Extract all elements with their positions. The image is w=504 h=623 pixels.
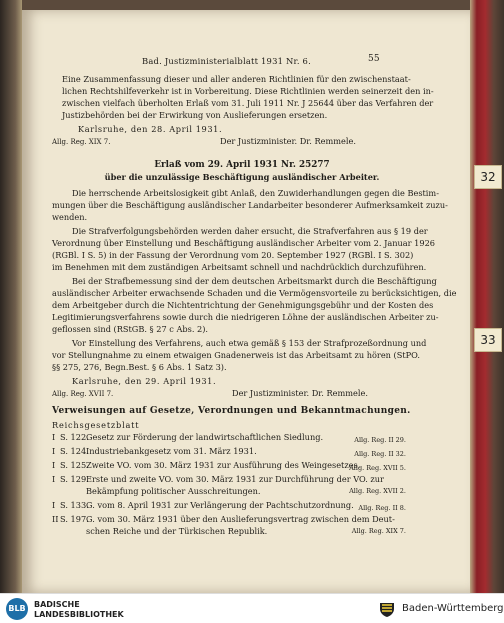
reference-reg: Allg. Reg. II 8. [358, 504, 406, 512]
reference-part: II [52, 514, 59, 524]
decree-line: Bei der Strafbemessung sind der dem deutschen Arbeitsmarkt durch die Beschäftigung [72, 276, 437, 286]
reference-text: Industriebankgesetz vom 31. März 1931. [86, 446, 257, 456]
decree-place-date: Karlsruhe, den 29. April 1931. [72, 376, 217, 386]
decree-line: Legitimierungsverfahrens sowie durch die niedrigeren Löhne der ausländischen Arbeiter zu- [52, 312, 439, 322]
index-tab: 33 [474, 328, 502, 352]
reference-reg: Allg. Reg. XVII 2. [349, 487, 406, 495]
blb-logo: BLB [6, 598, 28, 620]
decree-line: ausländischer Arbeiter erwachsende Schaden und die Vermögensvorteile zu berücksichtigen, die [52, 288, 457, 298]
reference-page: S. 124. [60, 446, 89, 456]
reference-reg: Allg. Reg. II 32. [354, 450, 406, 458]
intro-line: zwischen vielfach überholten Erlaß vom 31. Juli 1911 Nr. J 25644 über das Verfahren der [62, 98, 434, 108]
reference-row [52, 474, 406, 498]
decree-line: mungen über die Beschäftigung ausländischer Landarbeiter besonderer Aufmerksamkeit zuzu- [52, 200, 448, 210]
decree-line: wenden. [52, 212, 88, 222]
reference-part: I [52, 460, 56, 470]
reference-text: Zweite VO. vom 30. März 1931 zur Ausführung des Weingesetzes. [86, 460, 361, 470]
decree-line: §§ 275, 276, Begn.Best. § 6 Abs. 1 Satz 3). [52, 362, 227, 372]
intro-line: Eine Zusammenfassung dieser und aller anderen Richtlinien für den zwischenstaat- [62, 74, 411, 84]
reference-text: Erste und zweite VO. vom 30. März 1931 zur Durchführung der VO. zur [86, 474, 384, 484]
reference-part: I [52, 432, 56, 442]
book-edge [470, 0, 504, 593]
decree-line: (RGBl. I S. 5) in der Fassung der Verordnung vom 20. September 1927 (RGBl. I S. 302) [52, 250, 414, 260]
intro-line: Justizbehörden bei der Erwirkung von Auslieferungen ersetzen. [62, 110, 328, 120]
decree-line: Verordnung über Einstellung und Beschäftigung ausländischer Arbeiter vom 2. Januar 1926 [52, 238, 436, 248]
decree-line: Vor Einstellung des Verfahrens, auch etwa gemäß § 153 der Strafprozeßordnung und [72, 338, 427, 348]
reference-text: G. vom 30. März 1931 über den Auslieferungsvertrag zwischen dem Deut- [86, 514, 395, 524]
state-name: Baden-Württemberg [402, 603, 504, 614]
library-name-line: BADISCHE [34, 600, 80, 609]
decree-line: Die Strafverfolgungsbehörden werden daher ersucht, die Strafverfahren aus § 19 der [72, 226, 428, 236]
reference-page: S. 122. [60, 432, 89, 442]
decree-signer: Der Justizminister. Dr. Remmele. [232, 388, 368, 398]
library-name-line: LANDESBIBLIOTHEK [34, 609, 124, 619]
reference-text: Gesetz zur Förderung der landwirtschaftlichen Siedlung. [86, 432, 324, 442]
reference-text-cont: Bekämpfung politischer Ausschreitungen. [86, 486, 261, 496]
reference-row [52, 446, 406, 459]
references-title: Verweisungen auf Gesetze, Verordnungen und Bekanntmachungen. [52, 406, 411, 416]
index-tab: 32 [474, 165, 502, 189]
decree-line: geflossen sind (RStGB. § 27 c Abs. 2). [52, 324, 209, 334]
reference-text: G. vom 8. April 1931 zur Verlängerung der Pachtschutzordnung. [86, 500, 354, 510]
decree-line: dem Arbeitgeber durch die Nichtentrichtung der Genehmigungsgebühr und der Kosten des [52, 300, 434, 310]
references-subtitle: Reichsgesetzblatt [52, 420, 140, 430]
reference-row [52, 460, 406, 473]
intro-place-date: Karlsruhe, den 28. April 1931. [78, 124, 223, 134]
running-header: Bad. Justizministerialblatt 1931 Nr. 6. [142, 56, 311, 66]
reference-page: S. 129. [60, 474, 89, 484]
footer-bar [0, 593, 504, 623]
reference-reg: Allg. Reg. II 29. [354, 436, 406, 444]
page-number: 55 [368, 54, 380, 64]
intro-signer: Der Justizminister. Dr. Remmele. [220, 136, 356, 146]
reference-reg: Allg. Reg. XVII 5. [349, 464, 406, 472]
decree-title: Erlaß vom 29. April 1931 Nr. 25277 [154, 160, 330, 170]
decree-line: Die herrschende Arbeitslosigkeit gibt Anlaß, den Zuwiderhandlungen gegen die Bestim- [72, 188, 439, 198]
intro-line: lichen Rechtshilfeverkehr ist in Vorbereitung. Diese Richtlinien werden seinerzeit den in- [62, 86, 434, 96]
reference-row [52, 500, 406, 513]
decree-subtitle: über die unzulässige Beschäftigung ausländischer Arbeiter. [104, 172, 380, 182]
decree-reg: Allg. Reg. XVII 7. [52, 390, 114, 398]
reference-row [52, 432, 406, 445]
reference-text-cont: schen Reiche und der Türkischen Republik. [86, 526, 268, 536]
reference-part: I [52, 474, 56, 484]
decree-line: im Benehmen mit dem zuständigen Arbeitsamt schnell und nachdrücklich durchzuführen. [52, 262, 427, 272]
reference-page: S. 125. [60, 460, 89, 470]
state-crest-icon [378, 600, 396, 618]
reference-part: I [52, 500, 56, 510]
library-name [34, 600, 124, 619]
book-spine [0, 0, 22, 593]
reference-part: I [52, 446, 56, 456]
reference-page: S. 197. [60, 514, 89, 524]
reference-page: S. 133. [60, 500, 89, 510]
reference-reg: Allg. Reg. XIX 7. [351, 527, 406, 535]
decree-line: vor Stellungnahme zu einem etwaigen Gnadenerweis ist das Arbeitsamt zu hören (StPO. [52, 350, 420, 360]
reference-row [52, 514, 406, 538]
intro-reg: Allg. Reg. XIX 7. [52, 138, 111, 146]
